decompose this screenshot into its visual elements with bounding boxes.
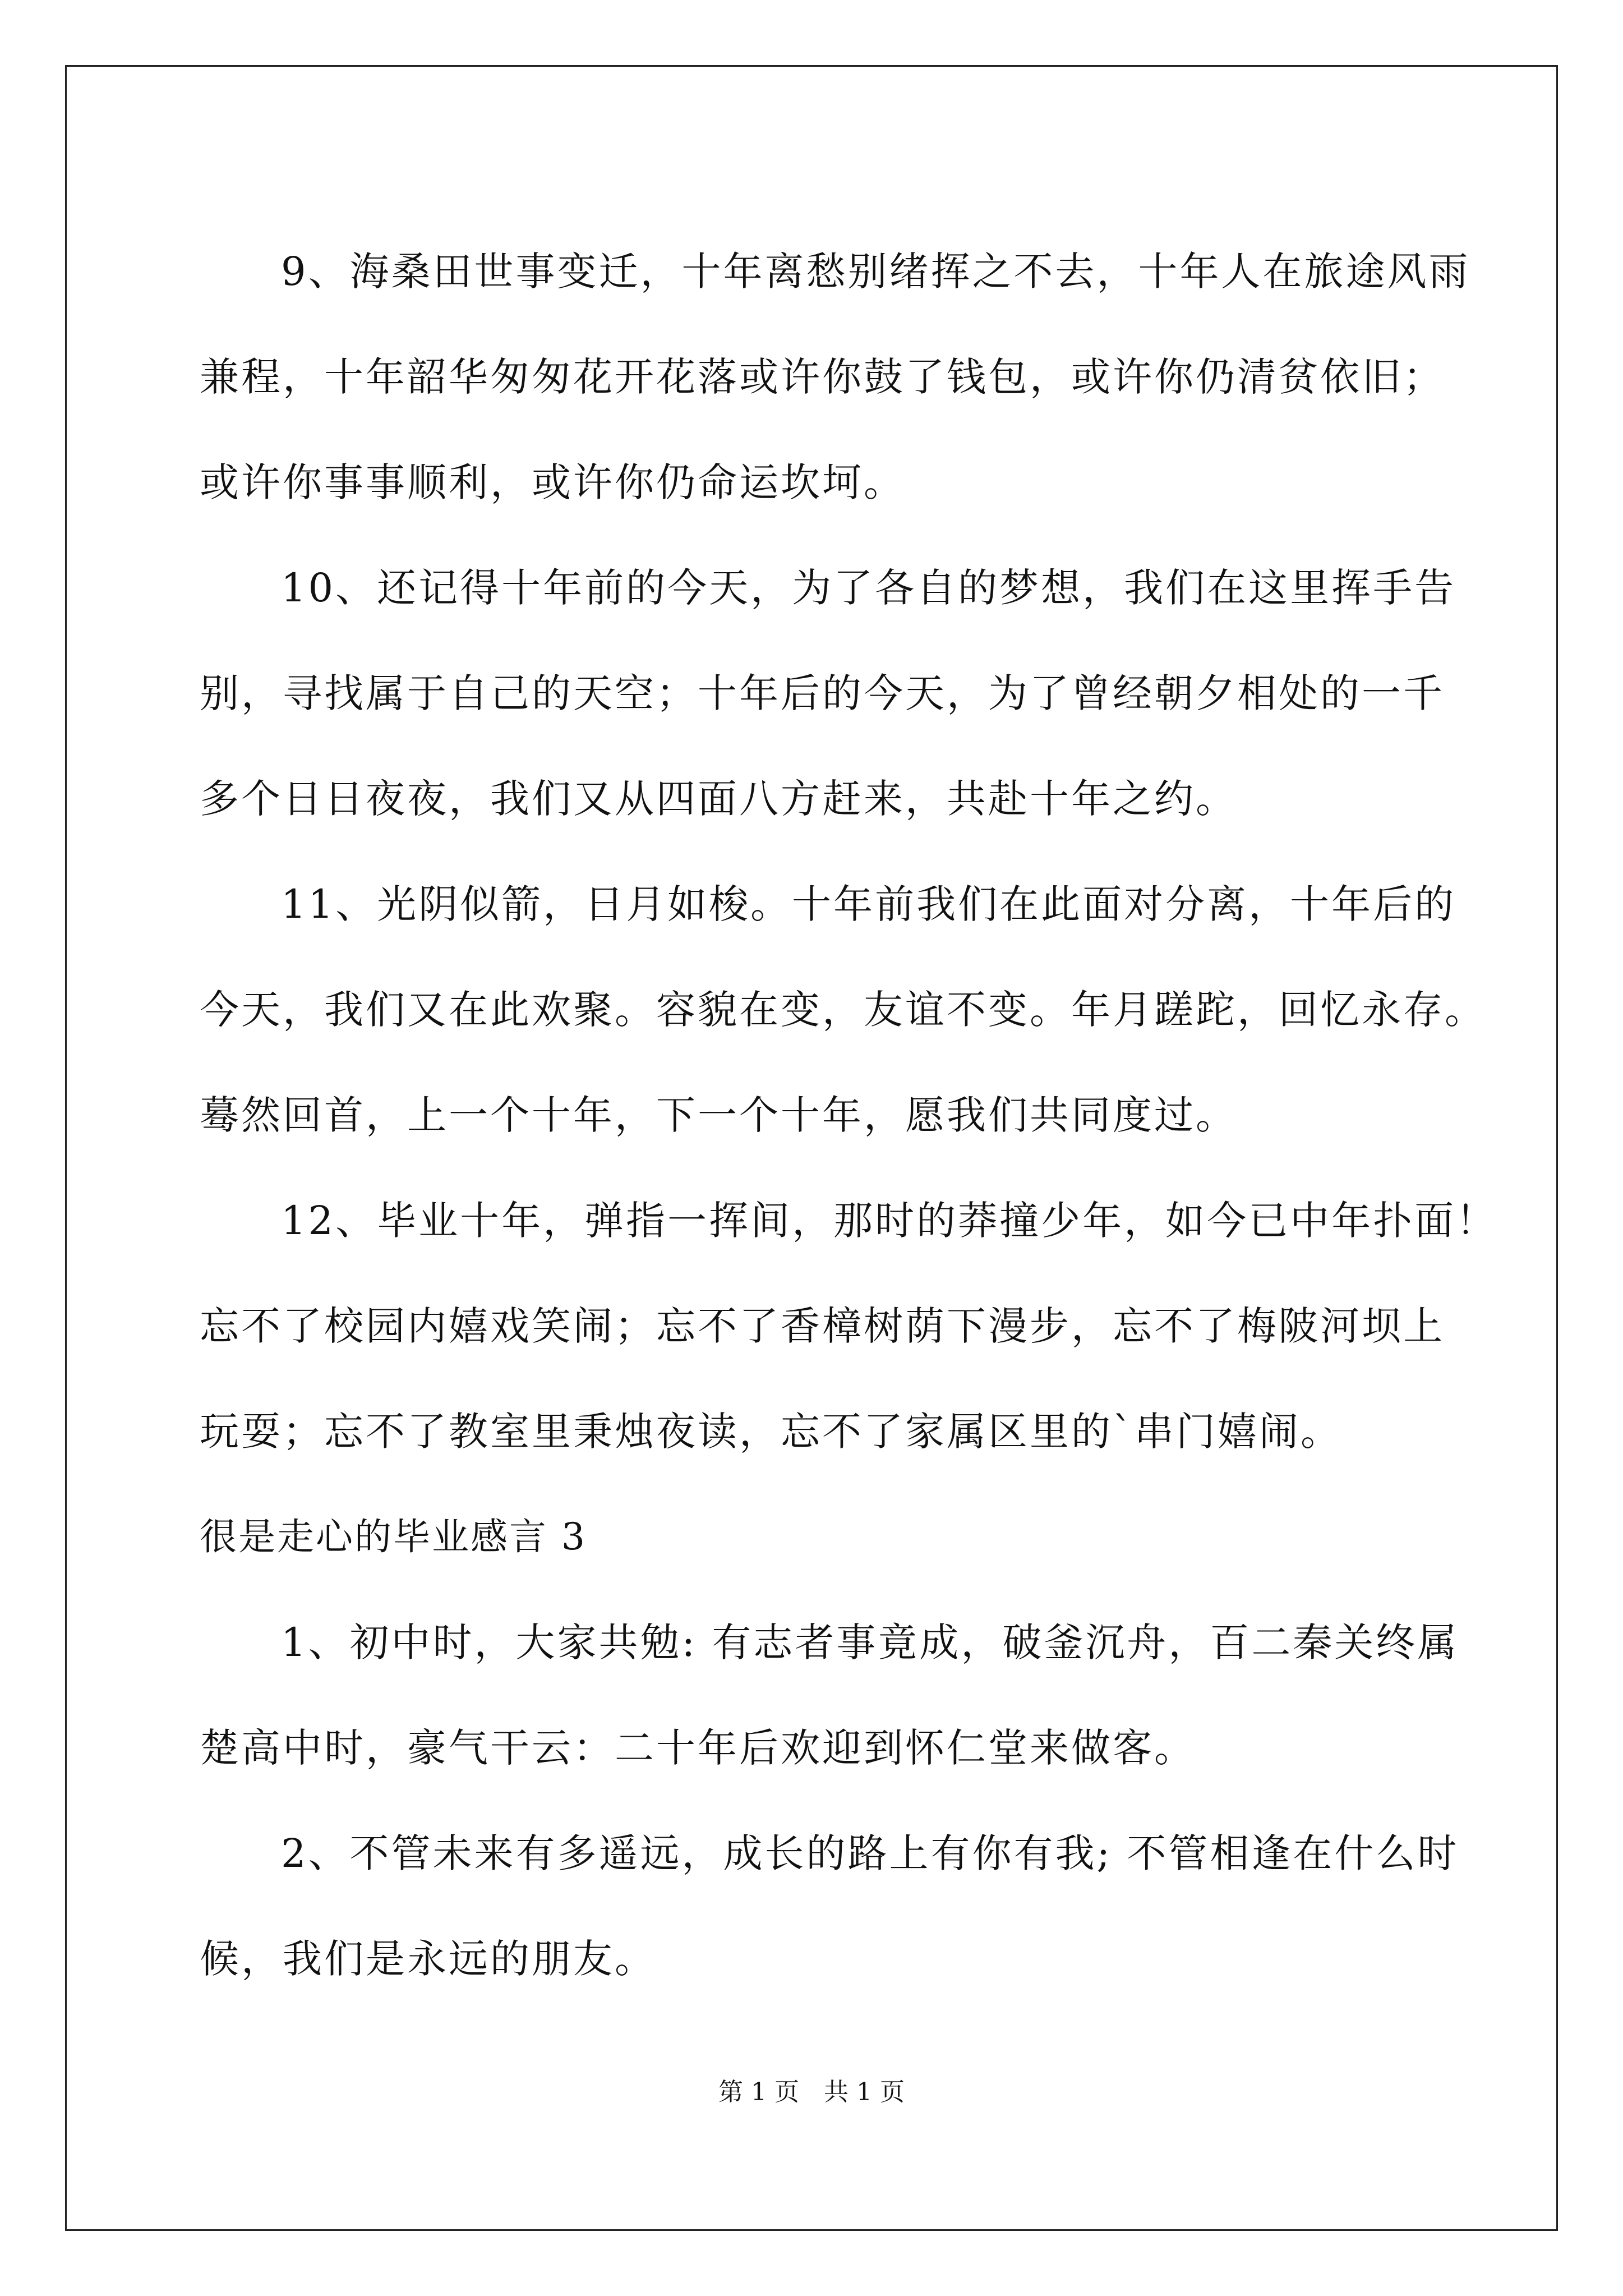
paragraph-line: 楚高中时，豪气干云：二十年后欢迎到怀仁堂来做客。	[200, 1725, 1196, 1771]
paragraph-line: 11、光阴似箭，日月如梭。十年前我们在此面对分离，十年后的	[281, 881, 1456, 927]
page-footer: 第 1 页 共 1 页	[718, 2078, 905, 2106]
paragraph-line: 2、不管未来有多遥远，成长的路上有你有我; 不管相逢在什么时	[281, 1830, 1459, 1876]
paragraph-10	[200, 535, 1456, 852]
paragraph-line: 多个日日夜夜，我们又从四面八方赶来，共赴十年之约。	[200, 776, 1237, 822]
paragraph-9	[200, 219, 1470, 535]
section-heading: 很是走心的毕业感言 3	[200, 1515, 587, 1558]
paragraph-line: 今天，我们又在此欢聚。容貌在变，友谊不变。年月蹉跎，回忆永存。	[200, 987, 1486, 1033]
paragraph-line: 或许你事事顺利，或许你仍命运坎坷。	[200, 459, 905, 505]
paragraph-line: 10、还记得十年前的今天，为了各自的梦想，我们在这里挥手告	[281, 565, 1456, 611]
paragraph-line: 蓦然回首，上一个十年，下一个十年，愿我们共同度过。	[200, 1092, 1237, 1138]
paragraph-1	[200, 1590, 1459, 1801]
paragraph-line: 12、毕业十年，弹指一挥间，那时的莽撞少年，如今已中年扑面！	[281, 1198, 1498, 1244]
paragraph-2	[200, 1801, 1459, 2012]
paragraph-line: 1、初中时，大家共勉: 有志者事竟成，破釜沉舟，百二秦关终属	[281, 1619, 1459, 1665]
paragraph-line: 别，寻找属于自己的天空；十年后的今天，为了曾经朝夕相处的一千	[200, 670, 1445, 716]
paragraph-line: 兼程，十年韶华匆匆花开花落或许你鼓了钱包，或许你仍清贫依旧；	[200, 354, 1445, 400]
paragraph-line: 候，我们是永远的朋友。	[200, 1936, 656, 1982]
document-body	[200, 219, 1498, 2012]
paragraph-11	[200, 852, 1486, 1168]
paragraph-line: 玩耍；忘不了教室里秉烛夜读，忘不了家属区里的`串门嬉闹。	[200, 1409, 1342, 1455]
paragraph-line: 忘不了校园内嬉戏笑闹；忘不了香樟树荫下漫步，忘不了梅陂河坝上	[200, 1303, 1445, 1349]
paragraph-line: 9、海桑田世事变迁，十年离愁别绪挥之不去，十年人在旅途风雨	[281, 249, 1470, 295]
paragraph-12	[200, 1168, 1498, 1484]
